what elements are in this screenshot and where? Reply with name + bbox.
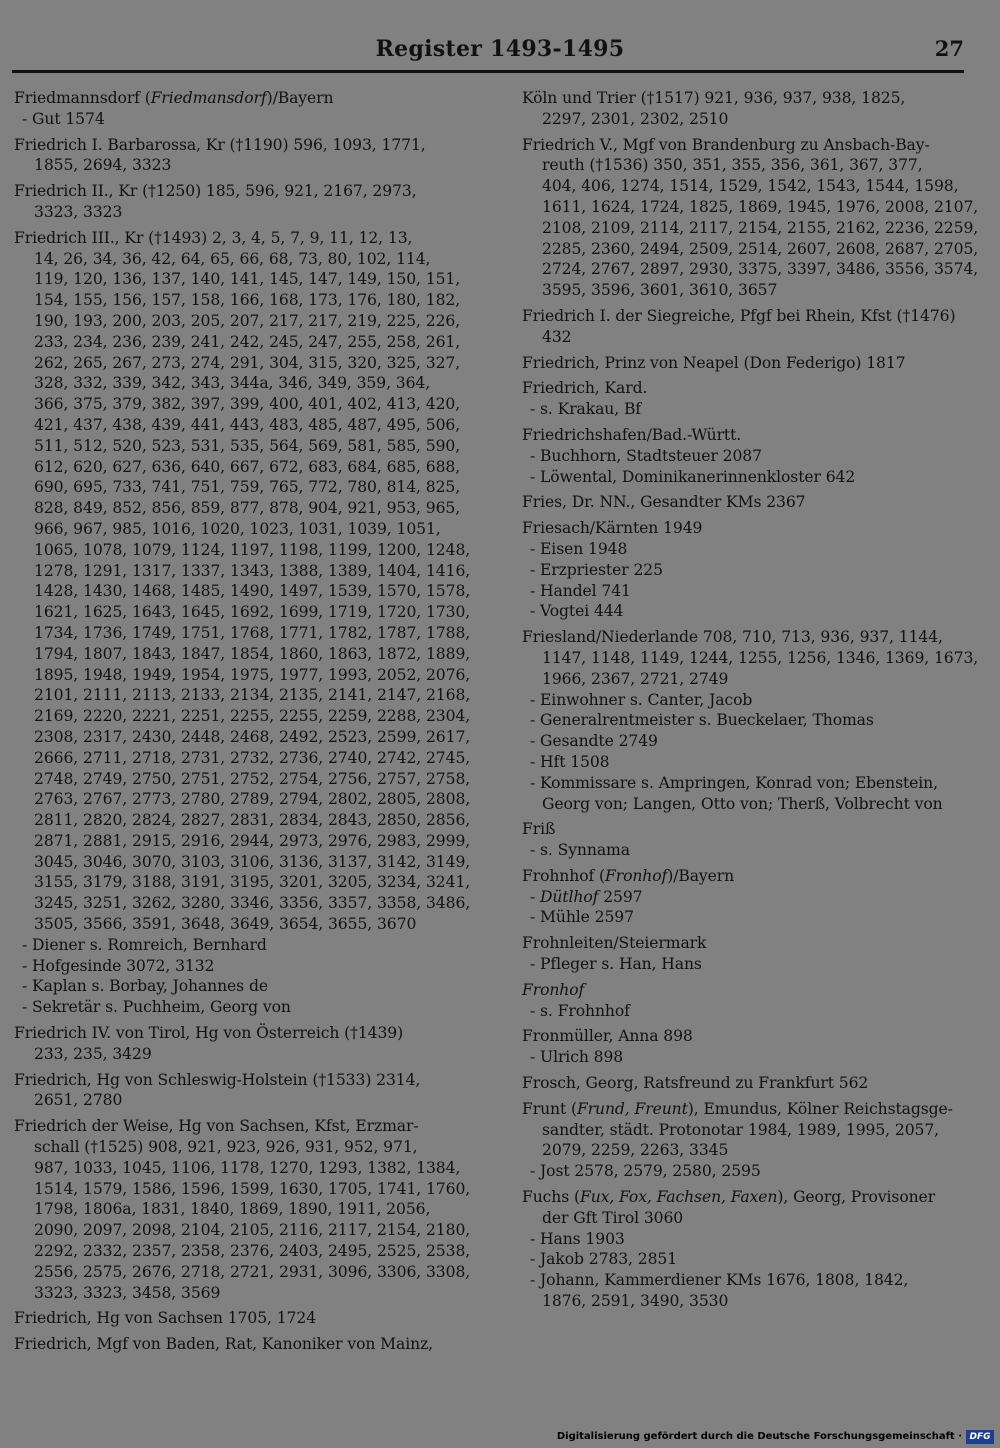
entry-subentry: - Hans 1903	[530, 1229, 625, 1248]
dfg-logo-icon: DFG	[966, 1430, 994, 1444]
entry-continuation: 2763, 2767, 2773, 2780, 2789, 2794, 2802, 2805, 2808,	[34, 790, 471, 809]
index-entry	[522, 425, 970, 487]
entry-subentry: - Löwental, Dominikanerinnenkloster 642	[530, 467, 856, 486]
entry-subentry: - Gut 1574	[22, 109, 105, 128]
entry-subentry: - Hft 1508	[530, 752, 610, 771]
entry-headword	[522, 980, 970, 1001]
index-entry	[522, 135, 979, 301]
footer-credit: Digitalisierung gefördert durch die Deutsche Forschungsgemeinschaft ·	[556, 1431, 962, 1442]
entry-headword: Friedrich, Kard.	[522, 379, 648, 398]
entry-text: Frunt (	[522, 1099, 577, 1118]
entry-continuation: 2292, 2332, 2357, 2358, 2376, 2403, 2495, 2525, 2538,	[34, 1242, 471, 1261]
index-entry	[522, 378, 970, 420]
index-entry	[14, 88, 459, 130]
entry-text: -	[530, 887, 541, 906]
entry-headword	[522, 1099, 970, 1120]
entry-headword: Friedrich, Hg von Sachsen 1705, 1724	[14, 1309, 317, 1328]
index-entry	[522, 980, 970, 1022]
entry-continuation: 1428, 1430, 1468, 1485, 1490, 1497, 1539, 1570, 1578,	[34, 582, 471, 601]
entry-subentry: - Jost 2578, 2579, 2580, 2595	[530, 1162, 761, 1181]
entry-subentry: - s. Frohnhof	[530, 1001, 630, 1020]
entry-text: ), Georg, Provisoner	[777, 1188, 936, 1207]
entry-continuation: 421, 437, 438, 439, 441, 443, 483, 485, 487, 495, 506,	[34, 415, 461, 434]
variant-name: Fronhof	[605, 866, 668, 885]
index-entry	[522, 627, 979, 814]
entry-headword: Friedrich I. Barbarossa, Kr (†1190) 596, 1093, 1771,	[14, 135, 426, 154]
entry-continuation: 2285, 2360, 2494, 2509, 2514, 2607, 2608, 2687, 2705,	[542, 239, 979, 258]
entry-continuation: 511, 512, 520, 523, 531, 535, 564, 569, 581, 585, 590,	[34, 436, 461, 455]
header-rule	[12, 70, 964, 73]
entry-continuation: 190, 193, 200, 203, 205, 207, 217, 217, 219, 225, 226,	[34, 311, 461, 330]
variant-name: Dütlhof	[540, 887, 599, 906]
entry-continuation: 14, 26, 34, 36, 42, 64, 65, 66, 68, 73, 80, 102, 114,	[34, 249, 431, 268]
index-entry	[522, 866, 970, 928]
entry-continuation: 3505, 3566, 3591, 3648, 3649, 3654, 3655, 3670	[34, 915, 417, 934]
entry-continuation: 2090, 2097, 2098, 2104, 2105, 2116, 2117, 2154, 2180,	[34, 1221, 471, 1240]
entry-subentry: - Vogtei 444	[530, 602, 624, 621]
entry-continuation: 366, 375, 379, 382, 397, 399, 400, 401, 402, 413, 420,	[34, 395, 461, 414]
page-number: 27	[934, 36, 964, 61]
entry-continuation: reuth (†1536) 350, 351, 355, 356, 361, 367, 377,	[542, 156, 923, 175]
index-entry	[14, 1334, 459, 1355]
entry-continuation: 154, 155, 156, 157, 158, 166, 168, 173, 176, 180, 182,	[34, 291, 461, 310]
index-entry	[522, 518, 970, 622]
entry-continuation: 2297, 2301, 2302, 2510	[542, 109, 729, 128]
index-entry	[522, 88, 970, 130]
entry-subentry: - Erzpriester 225	[530, 560, 663, 579]
index-entry	[522, 1026, 970, 1068]
entry-continuation: 2666, 2711, 2718, 2731, 2732, 2736, 2740, 2742, 2745,	[34, 748, 471, 767]
entry-continuation: 2108, 2109, 2114, 2117, 2154, 2155, 2162, 2236, 2259,	[542, 218, 979, 237]
entry-subentry: - Kommissare s. Ampringen, Konrad von; Ebenstein,	[530, 773, 938, 792]
entry-headword: Frohnleiten/Steiermark	[522, 934, 707, 953]
entry-headword: Friedrich, Mgf von Baden, Rat, Kanoniker von Mainz,	[14, 1335, 434, 1354]
entry-headword: Frosch, Georg, Ratsfreund zu Frankfurt 562	[522, 1074, 869, 1093]
entry-continuation: 2308, 2317, 2430, 2448, 2468, 2492, 2523, 2599, 2617,	[34, 727, 471, 746]
entry-subentry: - Generalrentmeister s. Bueckelaer, Thomas	[530, 711, 874, 730]
entry-continuation: 1855, 2694, 3323	[34, 156, 172, 175]
entry-text: Fuchs (	[522, 1188, 580, 1207]
entry-continuation: 2811, 2820, 2824, 2827, 2831, 2834, 2843, 2850, 2856,	[34, 811, 471, 830]
entry-headword: Friedrich II., Kr (†1250) 185, 596, 921, 2167, 2973,	[14, 182, 417, 201]
index-entry	[522, 1099, 970, 1182]
entry-continuation: 1514, 1579, 1586, 1596, 1599, 1630, 1705, 1741, 1760,	[34, 1179, 471, 1198]
entry-headword: Friedrich, Prinz von Neapel (Don Federigo) 1817	[522, 353, 906, 372]
entry-subentry: - Mühle 2597	[530, 908, 634, 927]
entry-subentry	[522, 887, 970, 908]
entry-headword	[14, 88, 459, 109]
entry-headword: Friß	[522, 820, 556, 839]
entry-continuation: 2748, 2749, 2750, 2751, 2752, 2754, 2756, 2757, 2758,	[34, 769, 471, 788]
entry-text: Friedmannsdorf (	[14, 89, 151, 107]
entry-subentry: - Eisen 1948	[530, 539, 628, 558]
entry-continuation: 690, 695, 733, 741, 751, 759, 765, 772, 780, 814, 825,	[34, 478, 461, 497]
entry-continuation: 1798, 1806a, 1831, 1840, 1869, 1890, 1911, 2056,	[34, 1200, 431, 1219]
entry-continuation: 3323, 3323, 3458, 3569	[34, 1283, 221, 1302]
entry-headword: Friedrichshafen/Bad.-Württ.	[522, 425, 742, 444]
entry-continuation: 1876, 2591, 3490, 3530	[542, 1292, 729, 1311]
index-entry	[522, 1073, 970, 1094]
entry-subentry: - Gesandte 2749	[530, 732, 658, 751]
index-column-right	[522, 88, 979, 1317]
entry-headword: Friedrich III., Kr (†1493) 2, 3, 4, 5, 7, 9, 11, 12, 13,	[14, 228, 413, 247]
entry-continuation: 404, 406, 1274, 1514, 1529, 1542, 1543, 1544, 1598,	[542, 177, 959, 196]
entry-subentry: - Sekretär s. Puchheim, Georg von	[22, 998, 291, 1017]
index-entry	[522, 306, 970, 348]
index-entry	[14, 135, 459, 177]
entry-subentry: - Pfleger s. Han, Hans	[530, 955, 702, 974]
index-entry	[14, 1023, 459, 1065]
entry-subentry: - Buchhorn, Stadtsteuer 2087	[530, 446, 762, 465]
entry-text: )/Bayern	[266, 89, 334, 107]
entry-subentry: - Handel 741	[530, 581, 631, 600]
entry-continuation: 1611, 1624, 1724, 1825, 1869, 1945, 1976, 2008, 2107,	[542, 197, 979, 216]
entry-headword: Fries, Dr. NN., Gesandter KMs 2367	[522, 493, 806, 512]
variant-name: Friedmansdorf	[150, 89, 267, 107]
entry-subentry: - Kaplan s. Borbay, Johannes de	[22, 977, 268, 996]
entry-continuation: 1895, 1948, 1949, 1954, 1975, 1977, 1993, 2052, 2076,	[34, 665, 471, 684]
entry-continuation: 1794, 1807, 1843, 1847, 1854, 1860, 1863, 1872, 1889,	[34, 644, 471, 663]
entry-continuation: sandter, städt. Protonotar 1984, 1989, 1995, 2057,	[542, 1120, 940, 1139]
entry-continuation: 432	[542, 327, 572, 346]
entry-headword: Friesach/Kärnten 1949	[522, 519, 703, 538]
entry-headword: Köln und Trier (†1517) 921, 936, 937, 938, 1825,	[522, 89, 906, 107]
entry-continuation: 2556, 2575, 2676, 2718, 2721, 2931, 3096, 3306, 3308,	[34, 1262, 471, 1281]
variant-name: Fronhof	[522, 980, 585, 999]
index-entry	[522, 933, 970, 975]
entry-continuation: 1734, 1736, 1749, 1751, 1768, 1771, 1782, 1787, 1788,	[34, 623, 471, 642]
entry-continuation: 3323, 3323	[34, 202, 123, 221]
entry-headword	[522, 866, 970, 887]
entry-continuation: 2871, 2881, 2915, 2916, 2944, 2973, 2976, 2983, 2999,	[34, 831, 471, 850]
entry-continuation: 262, 265, 267, 273, 274, 291, 304, 315, 320, 325, 327,	[34, 353, 461, 372]
entry-continuation: 3045, 3046, 3070, 3103, 3106, 3136, 3137, 3142, 3149,	[34, 852, 471, 871]
entry-continuation: 2651, 2780	[34, 1091, 123, 1110]
entry-text: ), Emundus, Kölner Reichstagsge-	[687, 1099, 953, 1118]
entry-text: 2597	[598, 887, 643, 906]
entry-continuation: 119, 120, 136, 137, 140, 141, 145, 147, 149, 150, 151,	[34, 270, 461, 289]
entry-subentry: - Diener s. Romreich, Bernhard	[22, 935, 267, 954]
page-title: Register 1493-1495	[375, 36, 625, 62]
entry-headword: Friedrich IV. von Tirol, Hg von Österreich (†1439)	[14, 1024, 404, 1043]
entry-subentry: - s. Krakau, Bf	[530, 400, 641, 419]
entry-subentry: - Jakob 2783, 2851	[530, 1250, 678, 1269]
entry-subentry: - Ulrich 898	[530, 1048, 624, 1067]
entry-subentry: - Johann, Kammerdiener KMs 1676, 1808, 1842,	[530, 1271, 909, 1290]
entry-headword: Friesland/Niederlande 708, 710, 713, 936, 937, 1144,	[522, 628, 943, 647]
entry-continuation: 612, 620, 627, 636, 640, 667, 672, 683, 684, 685, 688,	[34, 457, 461, 476]
entry-continuation: Georg von; Langen, Otto von; Therß, Volbrecht von	[542, 794, 943, 813]
index-entry	[522, 353, 970, 374]
index-column-left	[14, 88, 471, 1360]
entry-subentry: - Hofgesinde 3072, 3132	[22, 956, 215, 975]
entry-subentry: - Einwohner s. Canter, Jacob	[530, 690, 753, 709]
entry-continuation: 3595, 3596, 3601, 3610, 3657	[542, 281, 778, 300]
index-entry	[522, 819, 970, 861]
index-entry	[14, 1116, 471, 1303]
entry-continuation: 233, 235, 3429	[34, 1044, 152, 1063]
entry-continuation: 328, 332, 339, 342, 343, 344a, 346, 349, 359, 364,	[34, 374, 431, 393]
entry-text: )/Bayern	[667, 866, 735, 885]
entry-continuation: 966, 967, 985, 1016, 1020, 1023, 1031, 1039, 1051,	[34, 519, 441, 538]
entry-continuation: 828, 849, 852, 856, 859, 877, 878, 904, 921, 953, 965,	[34, 499, 461, 518]
entry-continuation: 2079, 2259, 2263, 3345	[542, 1141, 729, 1160]
entry-continuation: 1065, 1078, 1079, 1124, 1197, 1198, 1199, 1200, 1248,	[34, 540, 471, 559]
entry-continuation: 3155, 3179, 3188, 3191, 3195, 3201, 3205, 3234, 3241,	[34, 873, 471, 892]
variant-name: Frund, Freunt	[576, 1099, 688, 1118]
entry-continuation: 3245, 3251, 3262, 3280, 3346, 3356, 3357, 3358, 3486,	[34, 894, 471, 913]
entry-text: Frohnhof (	[522, 866, 605, 885]
entry-continuation: der Gft Tirol 3060	[542, 1208, 684, 1227]
variant-name: Fux, Fox, Fachsen, Faxen	[579, 1188, 778, 1207]
entry-continuation: 233, 234, 236, 239, 241, 242, 245, 247, 255, 258, 261,	[34, 332, 461, 351]
entry-headword: Fronmüller, Anna 898	[522, 1027, 693, 1046]
entry-headword: Friedrich der Weise, Hg von Sachsen, Kfst, Erzmar-	[14, 1117, 419, 1136]
index-entry	[14, 181, 459, 223]
entry-headword	[522, 1187, 970, 1208]
index-entry	[14, 1308, 459, 1329]
entry-continuation: schall (†1525) 908, 921, 923, 926, 931, 952, 971,	[34, 1138, 418, 1157]
entry-headword: Friedrich I. der Siegreiche, Pfgf bei Rhein, Kfst (†1476)	[522, 306, 956, 325]
entry-continuation: 1621, 1625, 1643, 1645, 1692, 1699, 1719, 1720, 1730,	[34, 603, 471, 622]
index-entry	[14, 1070, 459, 1112]
entry-continuation: 2724, 2767, 2897, 2930, 3375, 3397, 3486, 3556, 3574,	[542, 260, 979, 279]
entry-continuation: 1147, 1148, 1149, 1244, 1255, 1256, 1346, 1369, 1673,	[542, 648, 979, 667]
entry-continuation: 2169, 2220, 2221, 2251, 2255, 2255, 2259, 2288, 2304,	[34, 707, 471, 726]
entry-continuation: 1966, 2367, 2721, 2749	[542, 669, 729, 688]
entry-continuation: 2101, 2111, 2113, 2133, 2134, 2135, 2141, 2147, 2168,	[34, 686, 471, 705]
index-entry	[14, 228, 471, 1018]
index-entry	[522, 1187, 970, 1312]
entry-continuation: 1278, 1291, 1317, 1337, 1343, 1388, 1389, 1404, 1416,	[34, 561, 471, 580]
entry-headword: Friedrich, Hg von Schleswig-Holstein (†1533) 2314,	[14, 1070, 421, 1089]
entry-continuation: 987, 1033, 1045, 1106, 1178, 1270, 1293, 1382, 1384,	[34, 1158, 461, 1177]
entry-headword: Friedrich V., Mgf von Brandenburg zu Ansbach-Bay-	[522, 135, 930, 154]
entry-subentry: - s. Synnama	[530, 841, 630, 860]
index-entry	[522, 492, 970, 513]
